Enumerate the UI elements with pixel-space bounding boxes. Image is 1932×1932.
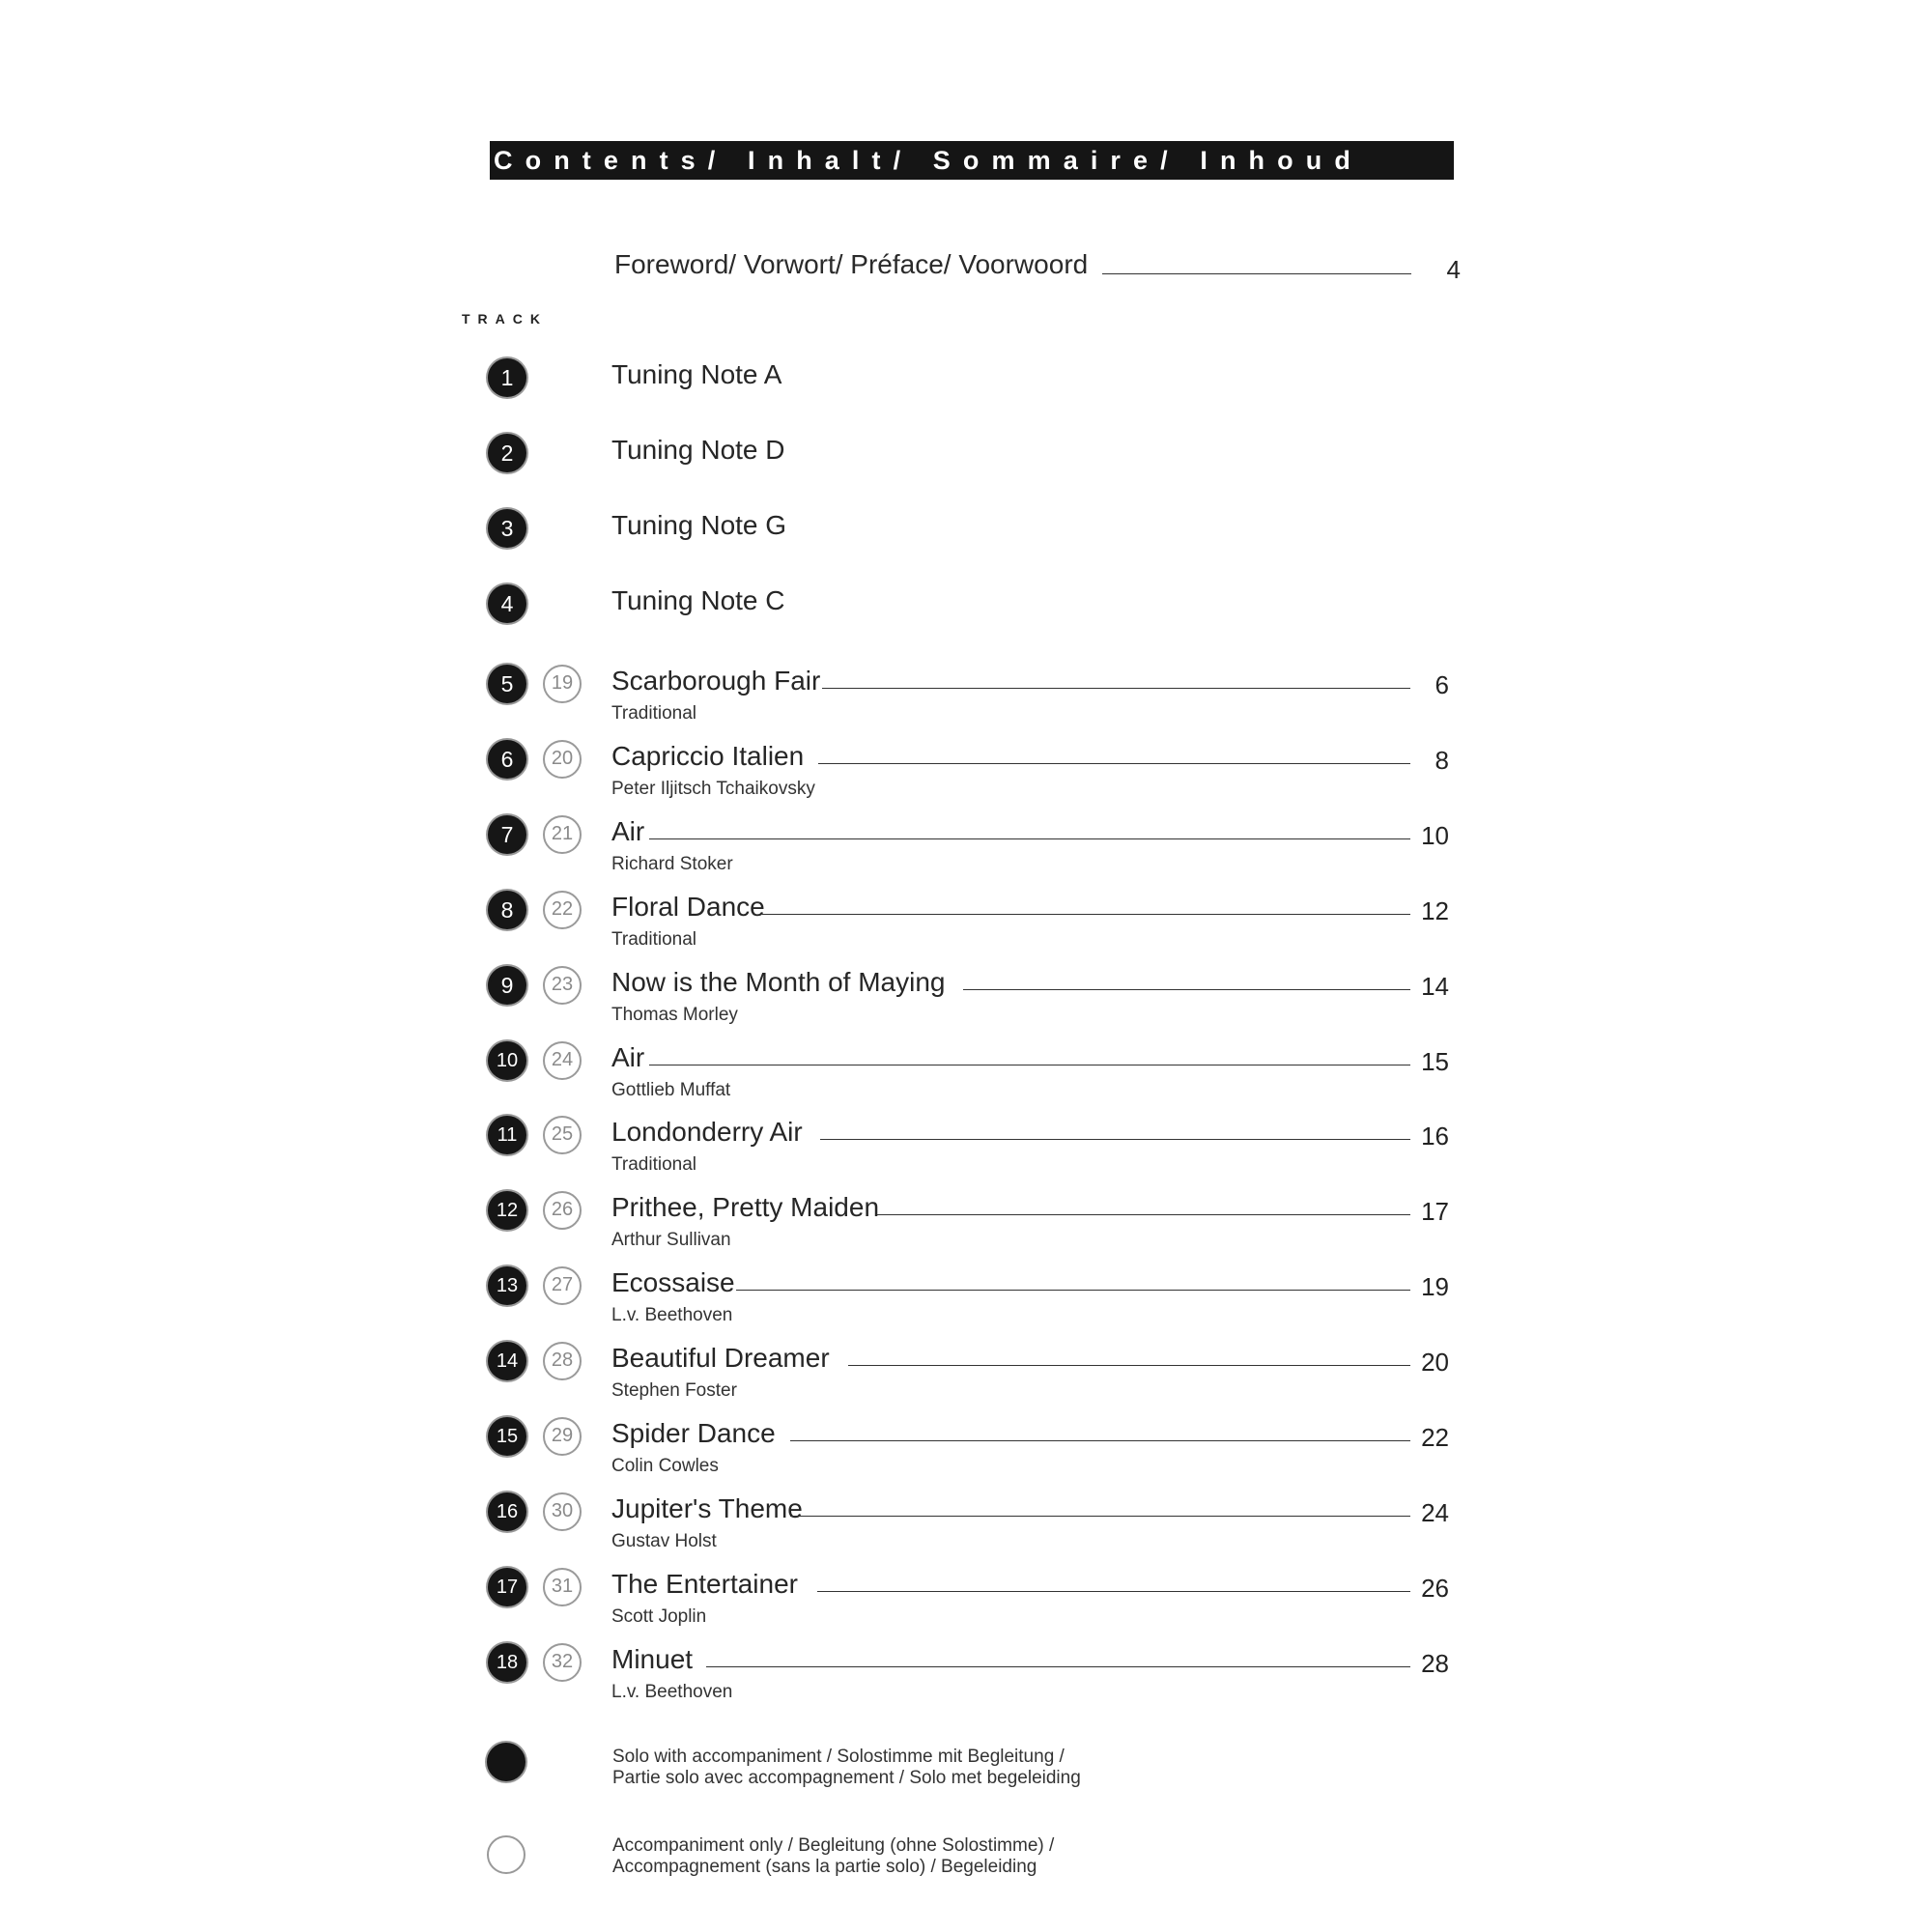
piece-composer: Thomas Morley [611,1005,738,1025]
piece-title[interactable]: Scarborough Fair [611,666,821,696]
foreword-entry[interactable]: Foreword/ Vorwort/ Préface/ Voorwoord [614,249,1089,279]
solo-track-disc: 9 [488,966,526,1005]
piece-title[interactable]: Prithee, Pretty Maiden [611,1192,880,1222]
piece-composer: Scott Joplin [611,1606,707,1627]
solo-track-disc: 6 [488,740,526,779]
piece-leader-line [822,688,1410,689]
piece-composer: Richard Stoker [611,854,733,874]
accompaniment-track-disc: 31 [543,1568,582,1606]
legend-acc-line-2: Accompagnement (sans la partie solo) / Begeleiding [612,1857,1037,1877]
piece-page-number: 26 [1421,1574,1449,1603]
legend-solo-text [612,1747,1081,1789]
piece-title[interactable]: Beautiful Dreamer [611,1343,830,1373]
legend-accompaniment-text [612,1835,1054,1878]
solo-track-disc: 14 [488,1342,526,1380]
piece-page-number: 16 [1421,1122,1449,1151]
piece-composer: Gottlieb Muffat [611,1080,731,1100]
piece-title[interactable]: Now is the Month of Maying [611,967,946,997]
legend-solo-line-2: Partie solo avec accompagnement / Solo met begeleiding [612,1768,1081,1788]
piece-composer: Arthur Sullivan [611,1230,731,1250]
piece-leader-line [790,1516,1410,1517]
piece-leader-line [818,763,1410,764]
solo-track-disc: 5 [488,665,526,703]
piece-page-number: 6 [1435,670,1449,699]
piece-leader-line [820,1139,1410,1140]
solo-track-disc: 7 [488,815,526,854]
accompaniment-track-disc: 27 [543,1266,582,1305]
piece-title[interactable]: Air [611,816,645,846]
piece-page-number: 19 [1421,1272,1449,1301]
accompaniment-track-disc: 21 [543,815,582,854]
accompaniment-track-disc: 20 [543,740,582,779]
solo-track-disc: 17 [488,1568,526,1606]
piece-leader-line [877,1214,1410,1215]
solo-track-disc: 16 [488,1492,526,1531]
piece-page-number: 8 [1435,746,1449,775]
solo-track-disc: 8 [488,891,526,929]
piece-leader-line [762,914,1410,915]
piece-page-number: 17 [1421,1197,1449,1226]
piece-page-number: 14 [1421,972,1449,1001]
piece-composer: Traditional [611,1154,697,1175]
piece-title[interactable]: Ecossaise [611,1267,735,1297]
solo-track-disc: 13 [488,1266,526,1305]
piece-title[interactable]: Air [611,1042,645,1072]
piece-composer: Stephen Foster [611,1380,737,1401]
piece-composer: L.v. Beethoven [611,1305,733,1325]
solo-track-disc: 10 [488,1041,526,1080]
legend-solo-line-1: Solo with accompaniment / Solostimme mit Begleitung / [612,1747,1065,1767]
piece-page-number: 20 [1421,1348,1449,1377]
track-number-disc: 1 [488,358,526,397]
piece-title[interactable]: The Entertainer [611,1569,798,1599]
accompaniment-track-disc: 25 [543,1116,582,1154]
piece-composer: Traditional [611,929,697,950]
legend-acc-line-1: Accompaniment only / Begleitung (ohne Solostimme) / [612,1835,1055,1856]
piece-title[interactable]: Jupiter's Theme [611,1493,803,1523]
track-number-disc: 3 [488,509,526,548]
piece-page-number: 28 [1421,1649,1449,1678]
solo-track-disc: 11 [488,1116,526,1154]
accompaniment-track-disc: 29 [543,1417,582,1456]
solo-track-disc: 12 [488,1191,526,1230]
piece-page-number: 24 [1421,1498,1449,1527]
piece-leader-line [736,1290,1410,1291]
piece-composer: Colin Cowles [611,1456,719,1476]
track-number-disc: 4 [488,584,526,623]
piece-page-number: 10 [1421,821,1449,850]
accompaniment-track-disc: 32 [543,1643,582,1682]
piece-leader-line [817,1591,1410,1592]
tuning-title[interactable]: Tuning Note D [611,435,785,465]
piece-page-number: 12 [1421,896,1449,925]
accompaniment-disc-icon [487,1835,526,1874]
accompaniment-track-disc: 24 [543,1041,582,1080]
accompaniment-track-disc: 22 [543,891,582,929]
accompaniment-track-disc: 26 [543,1191,582,1230]
piece-page-number: 15 [1421,1047,1449,1076]
tuning-title[interactable]: Tuning Note C [611,585,785,615]
accompaniment-track-disc: 19 [543,665,582,703]
accompaniment-track-disc: 30 [543,1492,582,1531]
solo-disc-icon [487,1743,526,1781]
foreword-leader-line [1102,273,1411,274]
piece-composer: Traditional [611,703,697,724]
track-number-disc: 2 [488,434,526,472]
contents-banner: Contents/ Inhalt/ Sommaire/ Inhoud [490,141,1454,180]
piece-composer: Peter Iljitsch Tchaikovsky [611,779,815,799]
piece-leader-line [649,838,1410,839]
track-column-label: TRACK [462,311,548,327]
foreword-page-number: 4 [1446,255,1461,284]
solo-track-disc: 15 [488,1417,526,1456]
tuning-title[interactable]: Tuning Note G [611,510,787,540]
piece-composer: L.v. Beethoven [611,1682,733,1702]
piece-leader-line [848,1365,1410,1366]
piece-title[interactable]: Spider Dance [611,1418,776,1448]
tuning-title[interactable]: Tuning Note A [611,359,782,389]
solo-track-disc: 18 [488,1643,526,1682]
piece-title[interactable]: Minuet [611,1644,694,1674]
piece-title[interactable]: Capriccio Italien [611,741,805,771]
accompaniment-track-disc: 23 [543,966,582,1005]
piece-leader-line [706,1666,1410,1667]
piece-title[interactable]: Floral Dance [611,892,765,922]
piece-page-number: 22 [1421,1423,1449,1452]
piece-leader-line [790,1440,1410,1441]
piece-leader-line [963,989,1410,990]
accompaniment-track-disc: 28 [543,1342,582,1380]
piece-title[interactable]: Londonderry Air [611,1117,803,1147]
piece-composer: Gustav Holst [611,1531,717,1551]
